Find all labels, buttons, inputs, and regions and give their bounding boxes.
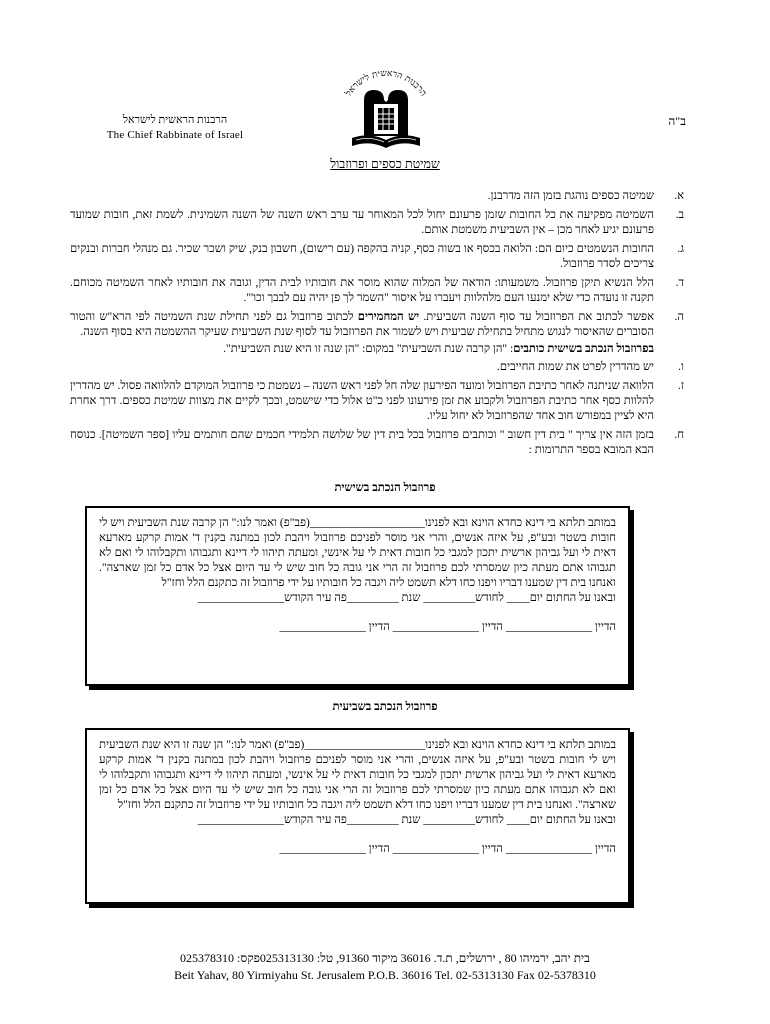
- item-text: החובות הנשמטים כיום הם: הלואה בכסף או בשוה כסף, קניה בהקפה (עם רישום), חשבון בנק, שיק ושכר שכיר. גם מנהלי חברות ובנקים צריכים לסדר פרוזבול.: [70, 243, 654, 270]
- svg-text:הרבנות הראשית לישראל: הרבנות הראשית לישראל: [344, 68, 428, 99]
- organization-name-hebrew: הרבנות הראשית לישראל: [122, 114, 228, 126]
- item-text: [70, 310, 654, 340]
- item-text: יש מהדרין לפרט את שמות החייבים.: [497, 361, 654, 373]
- list-item: [70, 276, 684, 306]
- list-item: [70, 360, 684, 375]
- item-text: הלוואה שניתנה לאחר כתיבת הפרוזבול ומועד הפירעון שלה חל לפני ראש השנה – נשמטת כי פרוזבול המוקדם להלוואה פסול. יש מהדרין להלוות כסף אחר כתיבת הפרוזבול ולקבוע את זמן פירעונו לפני כ"ט אלול כדי שישמט, ובכך לקיים את מצוות שמיטת כספים. דרך אחרת היא לציין במפורש חוב אחד שהפרוזבול לא יחול עליו.: [70, 380, 654, 422]
- footer-address-hebrew: בית יהב, ירמיהו 80 , ירושלים, ת.ד. 36016 מיקוד 91360, טל: 025313130פקס: 025378310: [180, 951, 590, 965]
- item-letter: ח.: [674, 429, 684, 441]
- item-letter: ב.: [675, 209, 684, 221]
- item-letter: ז.: [677, 380, 684, 392]
- form-signature-line: הדיין _______________ הדיין _______________ הדיין _______________: [279, 843, 616, 855]
- form-signature-line: הדיין _______________ הדיין _______________ הדיין _______________: [279, 621, 616, 633]
- bh-mark: ב"ה: [668, 114, 686, 128]
- item-letter: א.: [674, 190, 684, 202]
- list-item: [70, 428, 684, 458]
- list-item: [70, 242, 684, 272]
- item-text: הלל הנשיא תיקן פרוזבול. משמעותו: הודאה של המלוה שהוא מוסר את חובותיו לבית הדין, וגובה את חובותיו לאחר השמיטה מכוחם. תקנה זו נועדה כדי שלא ימנעו העם מלהלוות ויעברו על איסור "השמר לך פן יהיה עם לבבך וכו'".: [70, 277, 654, 304]
- item-letter: ג.: [677, 243, 684, 255]
- list-item: [70, 208, 684, 238]
- footer-address-english: Beit Yahav, 80 Yirmiyahu St. Jerusalem P.O.B. 36016 Tel. 02-5313130 Fax 02-5378310: [174, 968, 596, 982]
- item-text: שמיטה כספים נוהגת בזמן הזה מדרבנן.: [487, 190, 654, 202]
- form-date-line: ובאנו על החתום יום____ לחודש_________ שנת _________פה עיר הקודש_______________: [197, 814, 616, 826]
- footer-address: [0, 950, 770, 984]
- form-body: במותב תלתא בי דינא כחדא הוינא ובא לפנינו____________________(פב"פ) ואמר לנו:" הן קרבה שנת השביעית ויש לי חובות בשטר ובע"פ, על איזה אנשים, והרי אני מוסר לפניכם פרוזבול ויהבת לכון במתנה בקנין ד' אמות קרקע מארעא דאית לי ועל גביהון ארשית יתכון למגבי כל חובות דאית לי על אינשי, ומעתה תיהוו לי דיינא ותגבוהו ותקבלוהו לי ואם לא תגבוהו אתם מעתה כיון שמסרתי לכם פרוזבול זה הרי אני גובה כל חוב שיש לי עד היום אצל כל אדם כל זמן שארצה". ואנחנו בית דין שמענו דבריו ויפנו כחו דלא תשמט ליה ויגבה כל חובותיו על ידי פרוזבול זה כתקנם הלל וחז"ל: [99, 517, 616, 589]
- organization-name: [80, 113, 270, 143]
- item-text: בזמן הזה אין צריך " בית דין חשוב " וכותבים פרוזבול בכל בית דין של שלושה תלמידי חכמים שהם חותמים עליו [ספר השמיטה]. כנוסח הבא המובא בספר התרומות :: [70, 429, 654, 456]
- page-title: שמיטת כספים ופרוזבול: [330, 157, 440, 171]
- section-title-sixth-year: פרוזבול הנכתב בשישית: [334, 482, 436, 494]
- form-date-line: ובאנו על החתום יום____ לחודש_________ שנת _________פה עיר הקודש_______________: [197, 592, 616, 604]
- form-body: במותב תלתא בי דינא כחדא הוינא ובא לפנינו_____________________(פב"פ) ואמר לנו:" הן שנה זו היא שנת השביעית ויש לי חובות בשטר ובע"פ, על איזה אנשים, והרי אני מוסר לפניכם פרוזבול ויהבת לכון במתנה בקנין ד' אמות קרקע מארעא דאית לי ועל גביהון ארשית יתכון למגבי כל חובות דאית לי על אינשי, ומעתה תיהוו לי דיינא ותגבוהו ותקבלוהו לי ואם לא תגבוהו אתם מעתה כיון שמסרתי לכם פרוזבול זה הרי אני גובה כל חוב שיש לי עד היום אצל כל אדם כל זמן שארצה". ואנחנו בית דין שמענו דבריו ויפנו כחו דלא תשמט ליה ויגבה כל חובותיו על ידי פרוזבול זה כתקנם הלל וחז"ל: [99, 739, 616, 811]
- item-text: השמיטה מפקיעה את כל החובות שזמן פרעונם יחול לכל המאוחר עד ערב ראש השנה של השנה השמינית. לשמת זאת, חובות שמועד פרעונם יגיע לאחר מכן – אין השביעית משמטת אותם.: [70, 209, 654, 236]
- sub-note: [70, 342, 684, 357]
- sub-note-text: : "הן קרבה שנת השביעית" במקום: "הן שנה זו היא שנת השביעית".: [223, 343, 514, 355]
- item-text-part: לכתוב פרוזבול גם לפני תחילת שנת השמיטה לפי הרא"ש והטור הסוברים שהאיסור לנגוש מתחיל בתחילת שביעית ויש לשמור את הפרוזבול עד לסוף שנת השביעית שעיקר ההשמטה היא בסוף השנה.: [70, 311, 654, 338]
- item-letter: ו.: [678, 361, 684, 373]
- organization-name-english: The Chief Rabbinate of Israel: [106, 129, 244, 141]
- list-item: [70, 379, 684, 424]
- prozbul-form-seventh-year: [85, 728, 630, 904]
- item-text-bold: יש המחמירים: [357, 311, 420, 323]
- item-text-part: אפשר לכתוב את הפרוזבול עד סוף השנה השביעית.: [419, 311, 654, 323]
- list-item: [70, 310, 684, 340]
- chief-rabbinate-emblem: [330, 62, 442, 162]
- prozbul-form-sixth-year: [85, 506, 630, 686]
- item-letter: ד.: [675, 277, 684, 289]
- section-title-seventh-year: פרוזבול הנכתב בשביעית: [332, 701, 438, 713]
- sub-note-bold: בפרוזבול הנכתב בשישית כותבים: [513, 343, 654, 355]
- list-item: [70, 189, 684, 204]
- laws-list: [70, 189, 684, 462]
- item-letter: ה.: [674, 311, 684, 323]
